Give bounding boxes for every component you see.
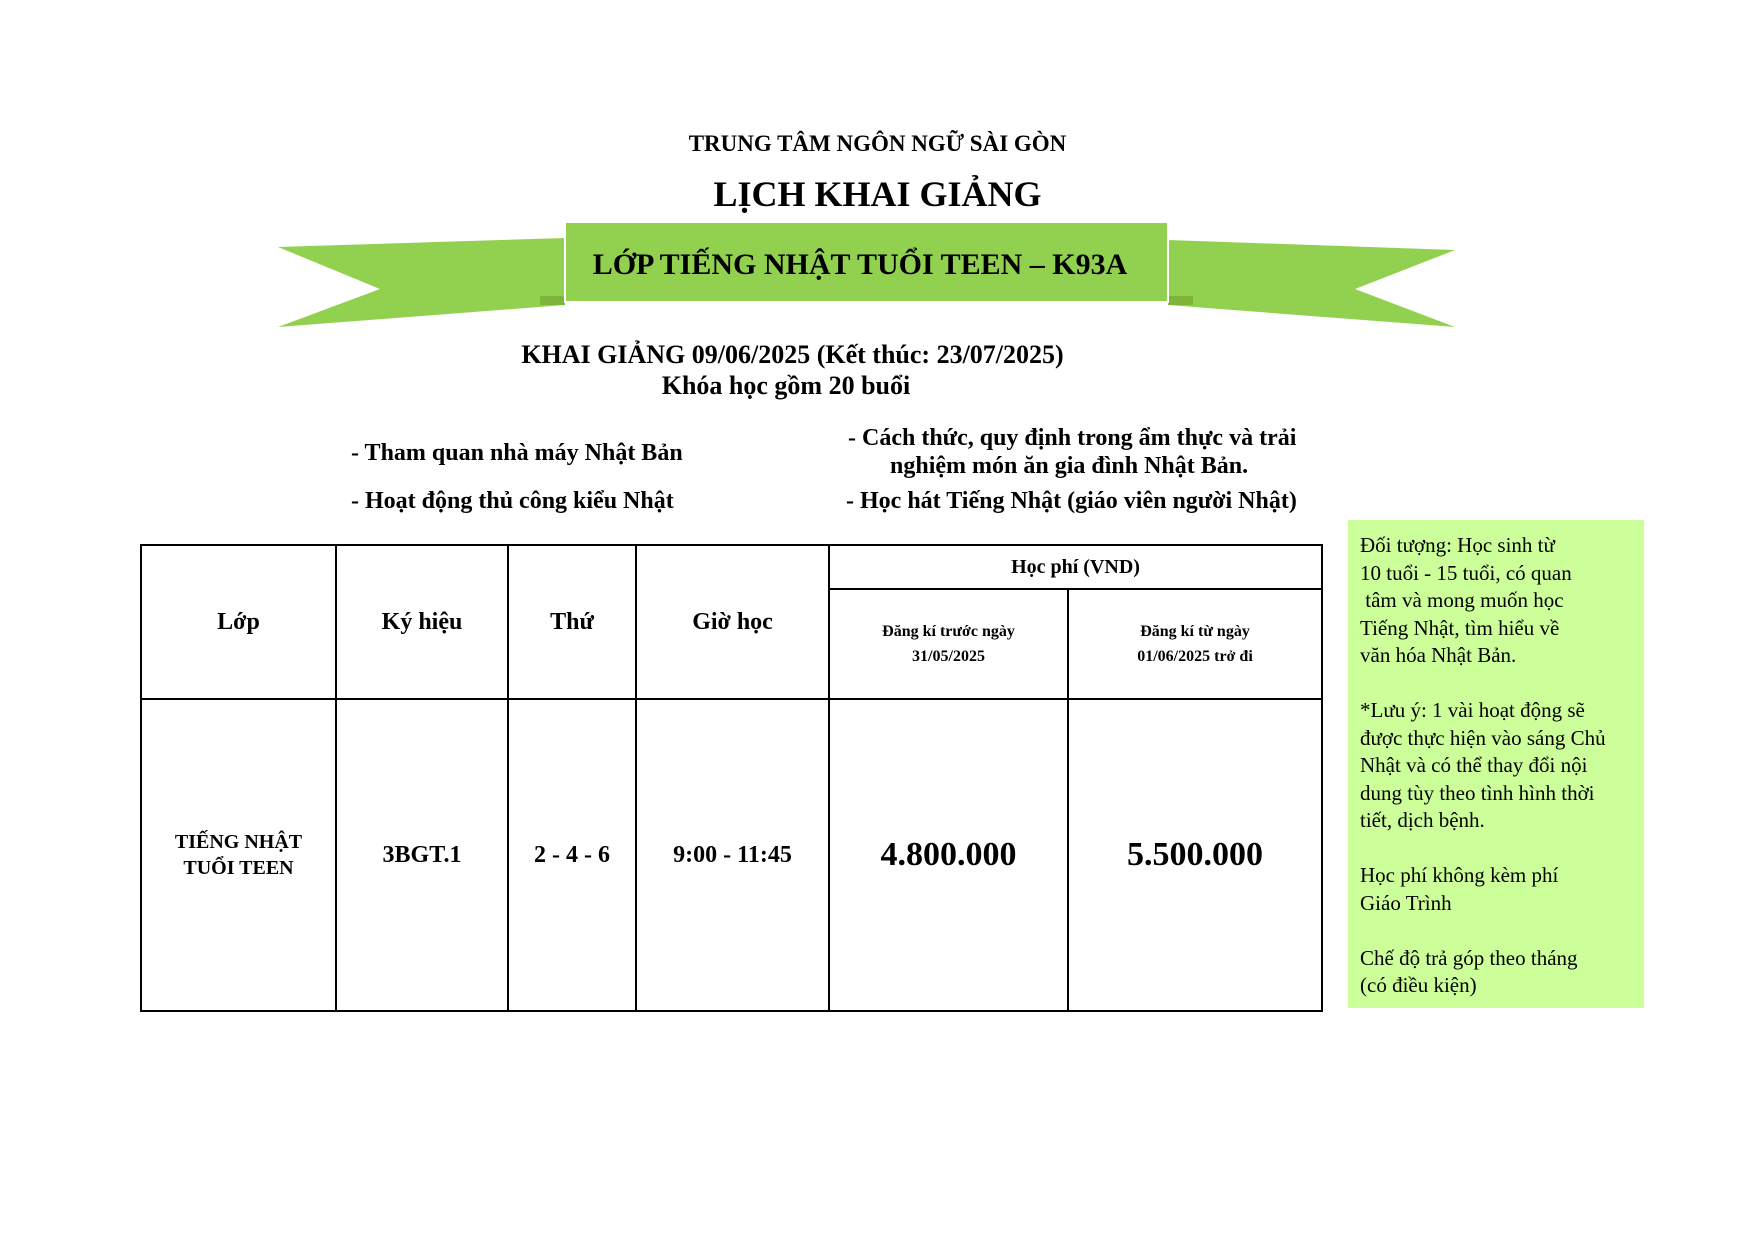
early-line2: 31/05/2025 xyxy=(912,648,985,665)
header-fee: Học phí (VND) xyxy=(829,545,1322,589)
cell-early-price: 4.800.000 xyxy=(829,699,1068,1011)
regular-line2: 01/06/2025 trở đi xyxy=(1137,648,1253,665)
table-row xyxy=(141,699,1322,1011)
early-line1: Đăng kí trước ngày xyxy=(882,623,1015,640)
header-regular-registration xyxy=(1068,589,1322,699)
ribbon-left-tail xyxy=(278,238,565,327)
class-line1: TIẾNG NHẬT xyxy=(174,831,303,853)
cell-class xyxy=(141,699,336,1011)
activity-factory-visit: - Tham quan nhà máy Nhật Bản xyxy=(351,440,683,466)
cell-regular-price: 5.500.000 xyxy=(1068,699,1322,1011)
note-box xyxy=(1348,520,1644,1008)
header-early-registration xyxy=(829,589,1068,699)
header-time: Giờ học xyxy=(636,545,829,699)
header-code: Ký hiệu xyxy=(336,545,508,699)
page-title: LỊCH KHAI GIẢNG xyxy=(713,174,1042,214)
activity-handicraft: - Hoạt động thủ công kiểu Nhật xyxy=(351,488,674,514)
cell-days: 2 - 4 - 6 xyxy=(508,699,636,1011)
schedule-table xyxy=(140,544,1323,1012)
header-days: Thứ xyxy=(508,545,636,699)
course-sessions-line: Khóa học gồm 20 buổi xyxy=(661,371,911,400)
activity-cuisine-line1: - Cách thức, quy định trong ẩm thực và trải xyxy=(848,425,1297,451)
regular-line1: Đăng kí từ ngày xyxy=(1140,623,1250,640)
class-line2: TUỔI TEEN xyxy=(183,857,294,879)
activity-cuisine-line2: nghiệm món ăn gia đình Nhật Bản. xyxy=(890,453,1249,479)
header-class: Lớp xyxy=(141,545,336,699)
table-header-row xyxy=(141,545,1322,589)
note-text: Đối tượng: Học sinh từ 10 tuổi - 15 tuổi, có quan tâm và mong muốn học Tiếng Nhật, tìm hiểu về văn hóa Nhật Bản. *Lưu ý: 1 vài hoạt động sẽ được thực hiện vào sáng Chủ Nhật và có thể thay đổi nội dung tùy theo tình hình thời tiết, dịch bệnh. Học phí không kèm phí Giáo Trình Chế độ trả góp theo tháng (có điều kiện) xyxy=(1360,533,1606,997)
ribbon-banner xyxy=(0,0,1755,340)
organization-name: TRUNG TÂM NGÔN NGỮ SÀI GÒN xyxy=(688,131,1067,156)
ribbon-label: LỚP TIẾNG NHẬT TUỔI TEEN – K93A xyxy=(592,248,1128,281)
cell-code: 3BGT.1 xyxy=(336,699,508,1011)
cell-time: 9:00 - 11:45 xyxy=(636,699,829,1011)
ribbon-left-fold xyxy=(540,296,565,305)
course-start-line: KHAI GIẢNG 09/06/2025 (Kết thúc: 23/07/2025) xyxy=(521,340,1064,369)
ribbon-right-tail xyxy=(1168,240,1455,327)
ribbon-right-fold xyxy=(1168,296,1193,305)
activity-singing: - Học hát Tiếng Nhật (giáo viên người Nhật) xyxy=(846,488,1297,514)
